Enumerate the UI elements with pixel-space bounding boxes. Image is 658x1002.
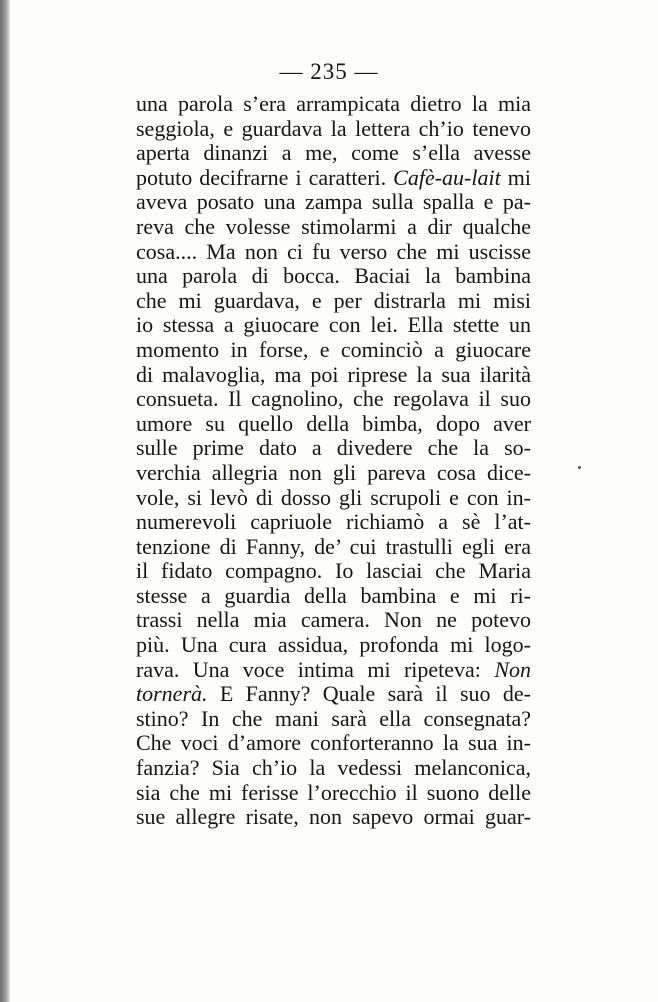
text-line: una parola s’era arrampicata dietro la mia (136, 91, 531, 116)
text-line: tenzione di Fanny, de’ cui trastulli egli era (136, 533, 531, 559)
text-segment: E Fanny? Quale sarà il suo de- (207, 681, 531, 707)
text-line: aperta dinanzi a me, come s’ella avesse (136, 140, 531, 166)
text-line: stino? In che mani sarà ella consegnata? (136, 705, 531, 731)
paper-speck (578, 466, 581, 469)
text-line (136, 658, 531, 683)
text-line: stesse a guardia della bambina e mi ri- (136, 582, 531, 608)
text-line: consueta. Il cagnolino, che regolava il suo (136, 386, 531, 412)
italic-text: tornerà. (136, 681, 208, 707)
text-line: sia che mi ferisse l’orecchio il suono delle (136, 779, 531, 805)
text-line: più. Una cura assidua, profonda mi logo- (136, 632, 531, 658)
text-line: seggiola, e guardava la lettera ch’io tenevo (136, 115, 531, 141)
body-text (136, 92, 531, 830)
text-line: che mi guardava, e per distrarla mi misi (136, 287, 531, 313)
binding-edge (0, 0, 10, 1002)
text-line: Che voci d’amore conforteranno la sua in- (136, 730, 531, 756)
text-line: vole, si levò di dosso gli scrupoli e con in- (136, 484, 531, 510)
text-line (136, 166, 531, 191)
text-line: verchia allegria non gli pareva cosa dice- (136, 459, 531, 485)
text-line: reva che volesse stimolarmi a dir qualche (136, 213, 531, 239)
text-line: il fidato compagno. Io lasciai che Maria (136, 558, 531, 584)
text-line: sulle prime dato a divedere che la so- (136, 435, 531, 461)
text-segment: potuto decifrarne i caratteri. (136, 164, 394, 190)
text-segment: rava. Una voce intima mi ripeteva: (136, 656, 495, 682)
text-line: di malavoglia, ma poi riprese la sua ilarità (136, 361, 531, 387)
italic-name: Cafè-au-lait (393, 164, 501, 190)
text-segment: mi (500, 164, 531, 190)
text-line: momento in forse, e cominciò a giuocare (136, 336, 531, 362)
text-line: umore su quello della bimba, dopo aver (136, 410, 531, 436)
italic-text: Non (494, 656, 531, 682)
text-line: una parola di bocca. Baciai la bambina (136, 263, 531, 289)
page-number: — 235 — (279, 59, 379, 84)
text-line: numerevoli capriuole richiamò a sè l’at- (136, 509, 531, 535)
text-line: cosa.... Ma non ci fu verso che mi uscisse (136, 238, 531, 264)
text-line: fanzia? Sia ch’io la vedessi melanconica, (136, 755, 531, 781)
text-line: sue allegre risate, non sapevo ormai guar- (136, 804, 531, 830)
text-line: trassi nella mia camera. Non ne potevo (136, 607, 531, 633)
text-line (136, 682, 531, 707)
text-line: aveva posato una zampa sulla spalla e pa- (136, 189, 531, 215)
text-line: io stessa a giuocare con lei. Ella stette un (136, 312, 531, 338)
